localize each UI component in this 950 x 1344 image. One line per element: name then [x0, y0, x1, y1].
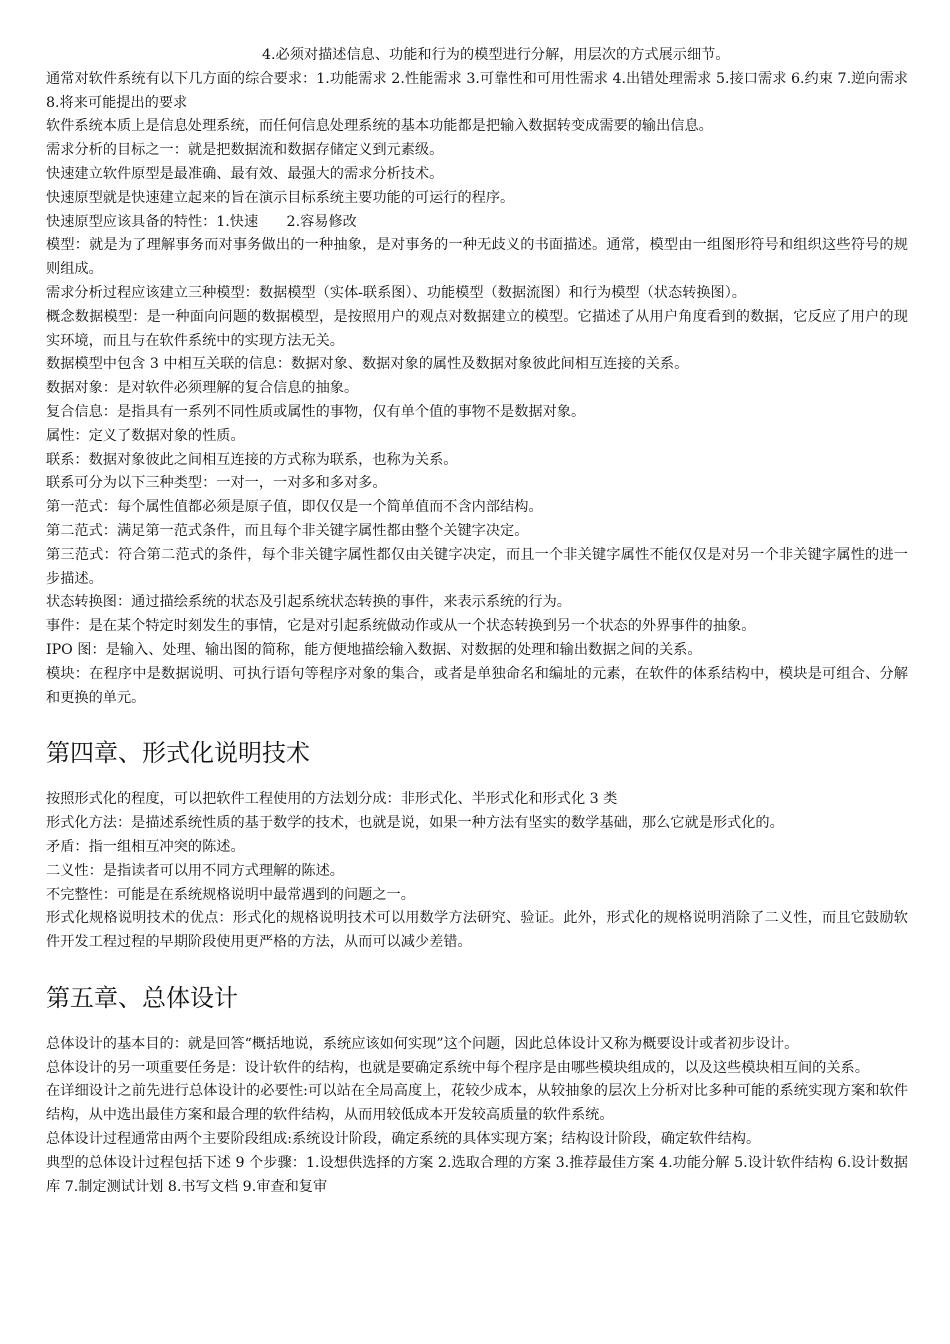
paragraph: 4.必须对描述信息、功能和行为的模型进行分解，用层次的方式展示细节。 [262, 47, 730, 63]
section-chapter-4 [46, 738, 908, 955]
paragraph: 属性：定义了数据对象的性质。 [46, 427, 245, 444]
paragraph: 快速原型就是快速建立起来的旨在演示目标系统主要功能的可运行的程序。 [46, 189, 515, 206]
paragraph: 状态转换图：通过描绘系统的状态及引起系统状态转换的事件，来表示系统的行为。 [46, 594, 571, 611]
paragraph: 模块：在程序中是数据说明、可执行语句等程序对象的集合，或者是单独命名和编址的元素，在软件的体系结构中，模块是可组合、分解和更换的单元。 [46, 665, 908, 706]
chapter-heading: 第四章、形式化说明技术 [46, 739, 310, 768]
paragraph: 总体设计的基本目的：就是回答“概括地说，系统应该如何实现”这个问题，因此总体设计又称为概要设计或者初步设计。 [46, 1035, 799, 1052]
paragraph: 联系：数据对象彼此之间相互连接的方式称为联系，也称为关系。 [46, 451, 458, 468]
paragraph: 需求分析的目标之一：就是把数据流和数据存储定义到元素级。 [46, 142, 444, 159]
paragraph: 概念数据模型：是一种面向问题的数据模型，是按照用户的观点对数据建立的模型。它描述了从用户角度看到的数据，它反应了用户的现实环境，而且与在软件系统中的实现方法无关。 [46, 308, 908, 349]
paragraph: 数据对象：是对软件必须理解的复合信息的抽象。 [46, 380, 359, 397]
document-page [46, 44, 908, 1199]
paragraph: 快速建立软件原型是最准确、最有效、最强大的需求分析技术。 [46, 165, 444, 182]
paragraph: 第三范式：符合第二范式的条件，每个非关键字属性都仅由关键字决定，而且一个非关键字属性不能仅仅是对另一个非关键字属性的进一步描述。 [46, 546, 908, 587]
paragraph: 总体设计的另一项重要任务是：设计软件的结构，也就是要确定系统中每个程序是由哪些模块组成的，以及这些模块相互间的关系。 [46, 1059, 869, 1076]
paragraph: 在详细设计之前先进行总体设计的必要性:可以站在全局高度上，花较少成本，从较抽象的层次上分析对比多种可能的系统实现方案和软件结构，从中选出最佳方案和最合理的软件结构，从而用较低成本开发较高质量的软件系统。 [46, 1083, 908, 1124]
paragraph: 事件：是在某个特定时刻发生的事情，它是对引起系统做动作或从一个状态转换到另一个状态的外界事件的抽象。 [46, 618, 756, 635]
paragraph: 二义性：是指读者可以用不同方式理解的陈述。 [46, 862, 344, 879]
chapter-heading: 第五章、总体设计 [46, 983, 238, 1012]
paragraph: 联系可分为以下三种类型：一对一，一对多和多对多。 [46, 475, 387, 492]
paragraph: 按照形式化的程度，可以把软件工程使用的方法划分成：非形式化、半形式化和形式化 3 类 [46, 791, 618, 808]
section-chapter-5 [46, 983, 908, 1200]
paragraph: 形式化方法：是描述系统性质的基于数学的技术，也就是说，如果一种方法有坚实的数学基础，那么它就是形式化的。 [46, 815, 784, 832]
paragraph: 第二范式：满足第一范式条件，而且每个非关键字属性都由整个关键字决定。 [46, 522, 529, 539]
paragraph: 需求分析过程应该建立三种模型：数据模型（实体-联系图）、功能模型（数据流图）和行为模型（状态转换图）。 [46, 284, 746, 301]
paragraph: 形式化规格说明技术的优点：形式化的规格说明技术可以用数学方法研究、验证。此外，形式化的规格说明消除了二义性，而且它鼓励软件开发工程过程的早期阶段使用更严格的方法，从而可以减少差错。 [46, 910, 908, 951]
paragraph: 总体设计过程通常由两个主要阶段组成:系统设计阶段，确定系统的具体实现方案；结构设计阶段，确定软件结构。 [46, 1131, 761, 1148]
paragraph: 数据模型中包含 3 中相互关联的信息：数据对象、数据对象的属性及数据对象彼此间相互连接的关系。 [46, 356, 689, 373]
paragraph: 矛盾：指一组相互冲突的陈述。 [46, 838, 245, 855]
section-requirements [46, 44, 908, 710]
paragraph: 通常对软件系统有以下几方面的综合要求：1.功能需求 2.性能需求 3.可靠性和可用性需求 4.出错处理需求 5.接口需求 6.约束 7.逆向需求 8.将来可能提出的要求 [46, 70, 908, 111]
paragraph: 模型：就是为了理解事务而对事务做出的一种抽象，是对事务的一种无歧义的书面描述。通常，模型由一组图形符号和组织这些符号的规则组成。 [46, 237, 908, 278]
paragraph: IPO 图：是输入、处理、输出图的简称，能方便地描绘输入数据、对数据的处理和输出数据之间的关系。 [46, 641, 702, 658]
paragraph: 典型的总体设计过程包括下述 9 个步骤：1.设想供选择的方案 2.选取合理的方案 3.推荐最佳方案 4.功能分解 5.设计软件结构 6.设计数据库 7.制定测试计划 8.书写文档 9.审查和复审 [46, 1154, 908, 1195]
paragraph: 快速原型应该具备的特性：1.快速 2.容易修改 [46, 213, 357, 230]
paragraph: 软件系统本质上是信息处理系统，而任何信息处理系统的基本功能都是把输入数据转变成需要的输出信息。 [46, 118, 713, 135]
paragraph: 复合信息：是指具有一系列不同性质或属性的事物，仅有单个值的事物不是数据对象。 [46, 403, 586, 420]
paragraph: 不完整性：可能是在系统规格说明中最常遇到的问题之一。 [46, 886, 415, 903]
paragraph: 第一范式：每个属性值都必须是原子值，即仅仅是一个简单值而不含内部结构。 [46, 499, 543, 516]
